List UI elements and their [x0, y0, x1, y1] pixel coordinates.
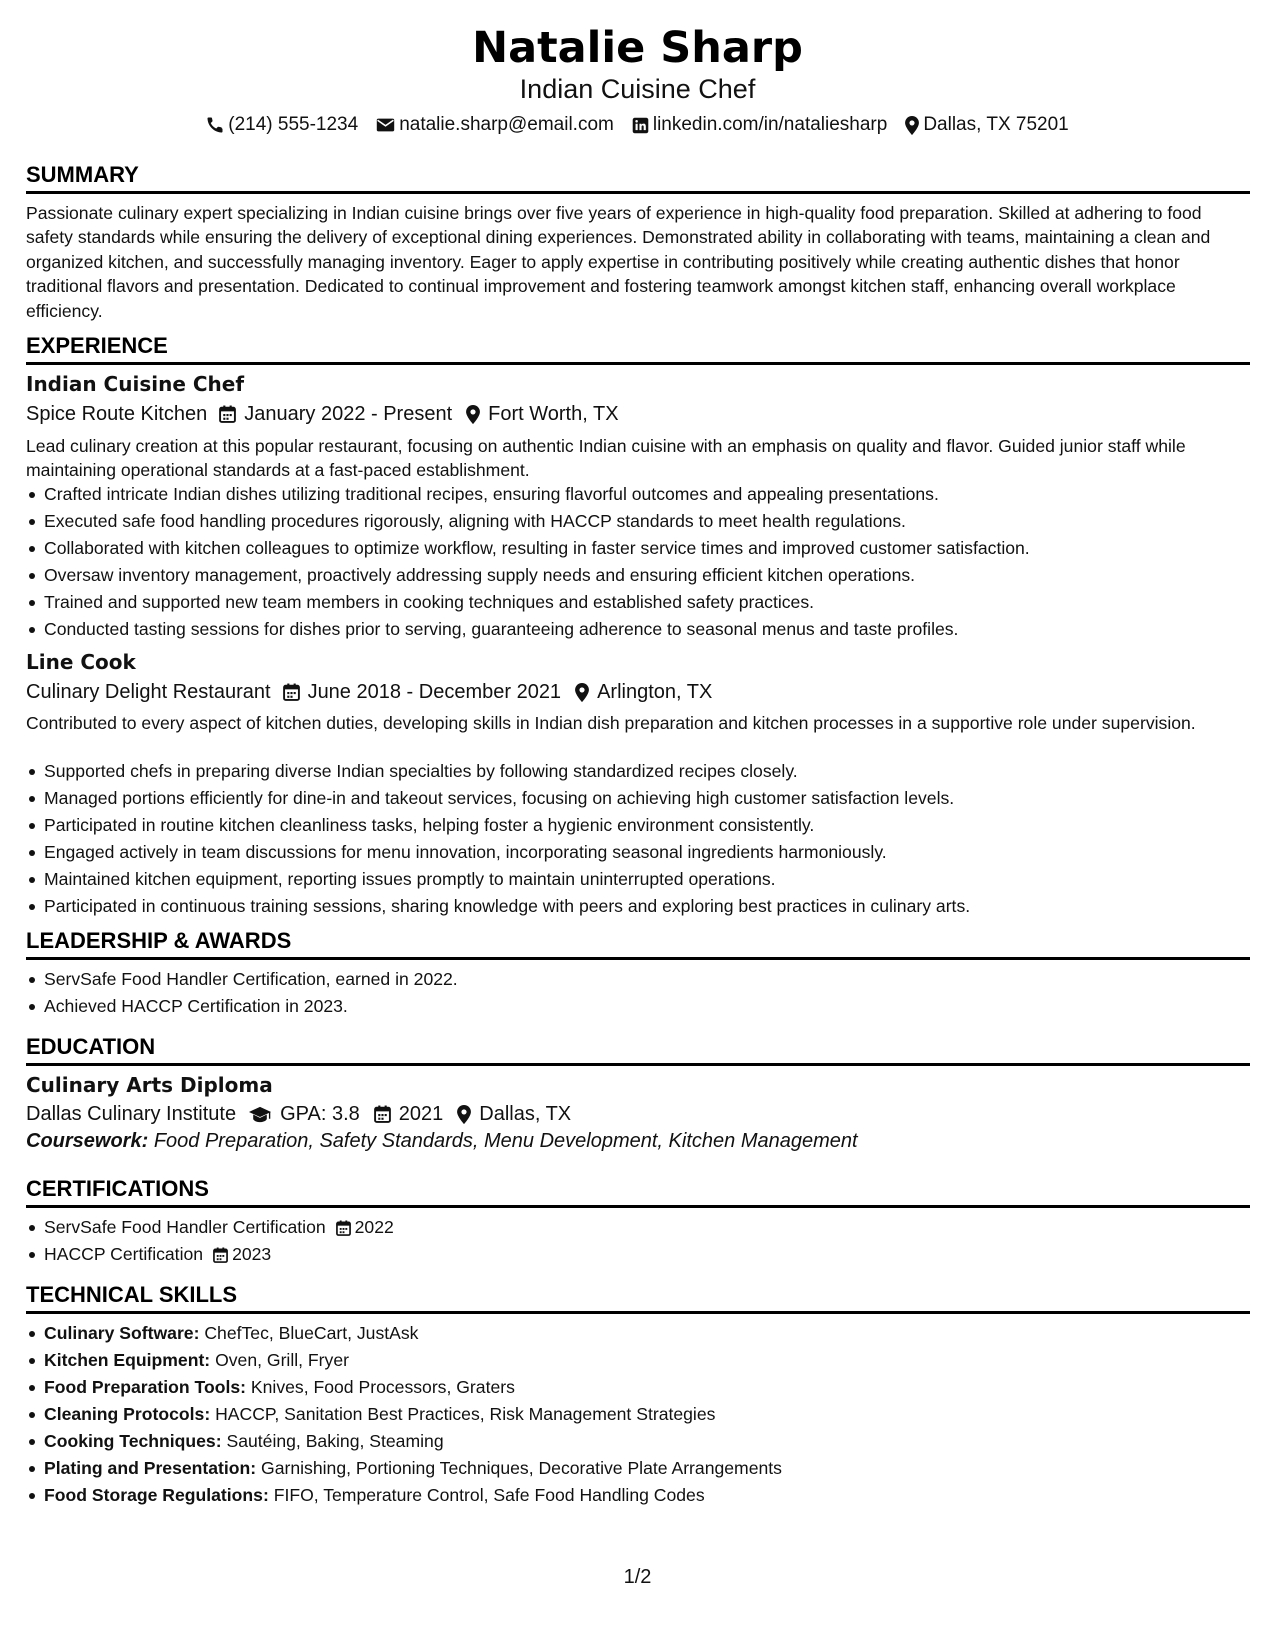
- contact-bar: [0, 111, 1275, 139]
- job-role: Line Cook: [26, 650, 136, 674]
- education-coursework: [26, 1130, 858, 1153]
- calendar-icon: [374, 1105, 391, 1123]
- list-item: [26, 1347, 1250, 1374]
- section-heading-summary: SUMMARY: [26, 161, 1250, 194]
- education-school: Dallas Culinary Institute: [26, 1102, 237, 1125]
- list-item: [26, 1214, 1250, 1241]
- contact-email[interactable]: [376, 114, 614, 136]
- skill-label: Kitchen Equipment:: [44, 1350, 211, 1370]
- list-item: [26, 1455, 1250, 1482]
- education-gpa: GPA: 3.8: [280, 1102, 360, 1125]
- email-text: natalie.sharp@email.com: [399, 114, 614, 135]
- skill-value: Knives, Food Processors, Graters: [250, 1377, 515, 1397]
- leadership-list: [26, 966, 1250, 1020]
- skill-label: Culinary Software:: [44, 1323, 200, 1343]
- linkedin-icon: [632, 117, 649, 134]
- map-pin-icon: [457, 1105, 471, 1124]
- list-item: [26, 1428, 1250, 1455]
- list-item: Maintained kitchen equipment, reporting issues promptly to maintain uninterrupted operations.: [26, 866, 1250, 893]
- skills-list: [26, 1320, 1250, 1509]
- list-item: Executed safe food handling procedures rigorously, aligning with HACCP standards to meet health regulations.: [26, 508, 1250, 535]
- skill-label: Plating and Presentation:: [44, 1458, 257, 1478]
- job-description: Lead culinary creation at this popular restaurant, focusing on authentic Indian cuisine with an emphasis on quality and flavor. Guided junior staff while maintaining operational standards at a fast-paced establishment.: [26, 436, 1186, 481]
- certification-name: ServSafe Food Handler Certification: [44, 1217, 326, 1237]
- graduation-cap-icon: [248, 1106, 272, 1123]
- candidate-title: Indian Cuisine Chef: [519, 74, 756, 104]
- certification-name: HACCP Certification: [44, 1244, 204, 1264]
- candidate-name: Natalie Sharp: [472, 23, 803, 73]
- skill-value: Sautéing, Baking, Steaming: [226, 1431, 444, 1451]
- location-text: Dallas, TX 75201: [923, 114, 1069, 135]
- list-item: Collaborated with kitchen colleagues to optimize workflow, resulting in faster service times and improved customer satisfaction.: [26, 535, 1250, 562]
- job-dates: January 2022 - Present: [244, 402, 453, 425]
- education-year: 2021: [398, 1102, 444, 1125]
- job-description: Contributed to every aspect of kitchen duties, developing skills in Indian dish preparation and kitchen processes in a supportive role under supervision.: [26, 713, 1196, 733]
- phone-text: (214) 555-1234: [228, 114, 359, 135]
- calendar-icon: [213, 1247, 228, 1263]
- list-item: [26, 1320, 1250, 1347]
- education-location: Dallas, TX: [479, 1102, 572, 1125]
- skill-label: Food Storage Regulations:: [44, 1485, 269, 1505]
- coursework-text: Food Preparation, Safety Standards, Menu Development, Kitchen Management: [153, 1130, 858, 1152]
- calendar-icon: [336, 1220, 351, 1236]
- summary-text: Passionate culinary expert specializing in Indian cuisine brings over five years of experience in high-quality food preparation. Skilled at adhering to food safety standards while ensuring the delivery of exceptional dining experiences. Demonstrated ability in collaborating with teams, maintaining a clean and organized kitchen, and successfully managing inventory. Eager to apply expertise in contributing positively while creating authentic dishes that honor traditional flavors and presentation. Dedicated to continual improvement and fostering teamwork amongst kitchen staff, enhancing overall workplace efficiency.: [26, 203, 1211, 321]
- skill-value: Oven, Grill, Fryer: [215, 1350, 349, 1370]
- map-pin-icon: [575, 683, 589, 702]
- job-location: Fort Worth, TX: [488, 402, 619, 425]
- job-bullets: [26, 481, 1250, 643]
- certification-year: 2022: [354, 1217, 394, 1237]
- skill-value: Garnishing, Portioning Techniques, Decorative Plate Arrangements: [261, 1458, 782, 1478]
- section-heading-experience: EXPERIENCE: [26, 332, 1250, 365]
- phone-icon: [206, 116, 224, 134]
- list-item: Managed portions efficiently for dine-in and takeout services, focusing on achieving high customer satisfaction levels.: [26, 785, 1250, 812]
- contact-phone[interactable]: [206, 114, 358, 136]
- map-pin-icon: [905, 116, 919, 135]
- linkedin-text: linkedin.com/in/nataliesharp: [652, 114, 888, 135]
- certifications-list: [26, 1214, 1250, 1268]
- list-item: Participated in continuous training sessions, sharing knowledge with peers and exploring best practices in culinary arts.: [26, 893, 1250, 920]
- list-item: [26, 1241, 1250, 1268]
- list-item: Conducted tasting sessions for dishes prior to serving, guaranteeing adherence to seasonal menus and taste profiles.: [26, 616, 1250, 643]
- list-item: Participated in routine kitchen cleanliness tasks, helping foster a hygienic environment consistently.: [26, 812, 1250, 839]
- list-item: Crafted intricate Indian dishes utilizing traditional recipes, ensuring flavorful outcomes and appealing presentations.: [26, 481, 1250, 508]
- page-number: 1/2: [623, 1566, 652, 1588]
- coursework-label: Coursework:: [26, 1130, 149, 1152]
- section-heading-education: EDUCATION: [26, 1033, 1250, 1066]
- list-item: [26, 1401, 1250, 1428]
- job-role: Indian Cuisine Chef: [26, 372, 245, 396]
- job-location: Arlington, TX: [597, 680, 713, 703]
- job-company: Culinary Delight Restaurant: [26, 680, 271, 703]
- job-meta: [26, 399, 619, 429]
- section-heading-leadership: LEADERSHIP & AWARDS: [26, 927, 1250, 960]
- education-meta: [26, 1099, 571, 1129]
- section-heading-certifications: CERTIFICATIONS: [26, 1175, 1250, 1208]
- job-meta: [26, 677, 712, 707]
- skill-label: Cooking Techniques:: [44, 1431, 222, 1451]
- list-item: Trained and supported new team members in cooking techniques and established safety practices.: [26, 589, 1250, 616]
- section-heading-skills: TECHNICAL SKILLS: [26, 1281, 1250, 1314]
- skill-label: Food Preparation Tools:: [44, 1377, 247, 1397]
- contact-location: [905, 114, 1068, 136]
- certification-year: 2023: [232, 1244, 272, 1264]
- list-item: Supported chefs in preparing diverse Indian specialties by following standardized recipes closely.: [26, 758, 1250, 785]
- list-item: [26, 1482, 1250, 1509]
- envelope-icon: [376, 117, 395, 133]
- skill-label: Cleaning Protocols:: [44, 1404, 211, 1424]
- calendar-icon: [219, 405, 236, 423]
- education-degree: Culinary Arts Diploma: [26, 1073, 273, 1097]
- list-item: [26, 1374, 1250, 1401]
- job-bullets: [26, 758, 1250, 920]
- job-company: Spice Route Kitchen: [26, 402, 208, 425]
- list-item: Oversaw inventory management, proactively addressing supply needs and ensuring efficient kitchen operations.: [26, 562, 1250, 589]
- list-item: Engaged actively in team discussions for menu innovation, incorporating seasonal ingredients harmoniously.: [26, 839, 1250, 866]
- list-item: ServSafe Food Handler Certification, earned in 2022.: [26, 966, 1250, 993]
- skill-value: FIFO, Temperature Control, Safe Food Handling Codes: [273, 1485, 705, 1505]
- contact-linkedin[interactable]: [632, 114, 887, 136]
- skill-value: HACCP, Sanitation Best Practices, Risk Management Strategies: [215, 1404, 716, 1424]
- skill-value: ChefTec, BlueCart, JustAsk: [204, 1323, 419, 1343]
- calendar-icon: [283, 683, 300, 701]
- list-item: Achieved HACCP Certification in 2023.: [26, 993, 1250, 1020]
- map-pin-icon: [466, 405, 480, 424]
- job-dates: June 2018 - December 2021: [307, 680, 562, 703]
